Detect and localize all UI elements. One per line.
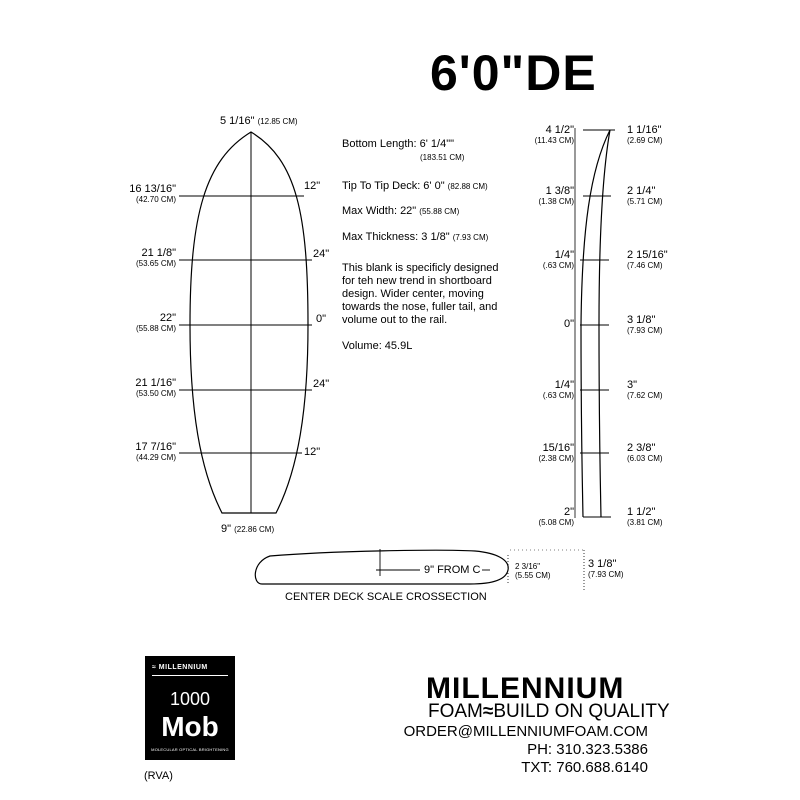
logo-number: 1000 [169, 689, 211, 709]
station-label-5: 12" [304, 446, 321, 458]
logo-name: Mob [161, 711, 219, 742]
crosssection-rail: 2 3/16" (5.55 CM) [515, 562, 551, 580]
spec-description: This blank is specificly designed for teh new trend in shortboard design. Wider center, moving towards the nose, fuller tail, and volume out to the rail. [342, 262, 499, 326]
logo-code: (RVA) [144, 770, 173, 782]
waves-icon: ≈ [482, 701, 494, 722]
company-phone: PH: 310.323.5386 [527, 741, 648, 758]
profile-deck [599, 130, 610, 517]
logo-mark-icon: ≈ [152, 664, 157, 671]
logo-brand: ≈ MILLENNIUM [152, 664, 208, 671]
crosssection-thickness: 3 1/8" (7.93 CM) [588, 558, 624, 579]
rocker-label-4: 0" [563, 318, 574, 330]
spec-max-thickness: Max Thickness: 3 1/8" (7.93 CM) [342, 231, 489, 243]
width-label-1: 16 13/16" (42.70 CM) [129, 183, 176, 204]
thickness-label-2: 2 1/4" (5.71 CM) [627, 185, 663, 206]
rocker-label-1: 4 1/2" (11.43 CM) [534, 124, 574, 145]
station-label-2: 24" [313, 248, 330, 260]
rocker-label-3: 1/4" (.63 CM) [542, 249, 574, 270]
board-outline [190, 132, 308, 513]
station-label-3: 0" [316, 313, 327, 325]
thickness-label-1: 1 1/16" (2.69 CM) [627, 124, 663, 145]
company-name: MILLENNIUM [426, 672, 625, 705]
thickness-label-5: 3" (7.62 CM) [627, 379, 663, 400]
crosssection-from-center: 9" FROM C [424, 564, 481, 576]
tail-width: 9" (22.86 CM) [221, 523, 275, 535]
width-label-5: 17 7/16" (44.29 CM) [135, 441, 176, 462]
logo-tagline: MOLECULAR OPTICAL BRIGHTENING [151, 747, 229, 752]
mob-logo [146, 657, 234, 759]
model-title: 6'0"DE [430, 45, 597, 101]
width-label-3: 22" (55.88 CM) [135, 312, 176, 333]
company-tagline: FOAM≈BUILD ON QUALITY [428, 701, 670, 722]
company-email: ORDER@MILLENNIUMFOAM.COM [403, 723, 648, 740]
thickness-label-4: 3 1/8" (7.93 CM) [627, 314, 663, 335]
spec-bottom-length: Bottom Length: 6' 1/4"" (183.51 CM) [342, 138, 465, 162]
spec-volume: Volume: 45.9L [342, 340, 413, 352]
rocker-label-2: 1 3/8" (1.38 CM) [538, 185, 574, 206]
station-label-4: 24" [313, 378, 330, 390]
crosssection-caption: CENTER DECK SCALE CROSSECTION [285, 591, 487, 603]
thickness-label-7: 1 1/2" (3.81 CM) [627, 506, 663, 527]
thickness-label-3: 2 15/16" (7.46 CM) [627, 249, 668, 270]
width-label-4: 21 1/16" (53.50 CM) [135, 377, 176, 398]
rocker-label-7: 2" (5.08 CM) [538, 506, 574, 527]
rocker-label-5: 1/4" (.63 CM) [542, 379, 574, 400]
station-label-1: 12" [304, 180, 321, 192]
width-label-2: 21 1/8" (53.65 CM) [135, 247, 176, 268]
profile-bottom [581, 130, 610, 517]
spec-max-width: Max Width: 22" (55.88 CM) [342, 205, 460, 217]
company-txt: TXT: 760.688.6140 [521, 759, 648, 776]
rocker-label-6: 15/16" (2.38 CM) [538, 442, 574, 463]
thickness-label-6: 2 3/8" (6.03 CM) [627, 442, 663, 463]
spec-tip-to-tip: Tip To Tip Deck: 6' 0" (82.88 CM) [342, 180, 488, 192]
nose-width: 5 1/16" (12.85 CM) [220, 115, 298, 127]
